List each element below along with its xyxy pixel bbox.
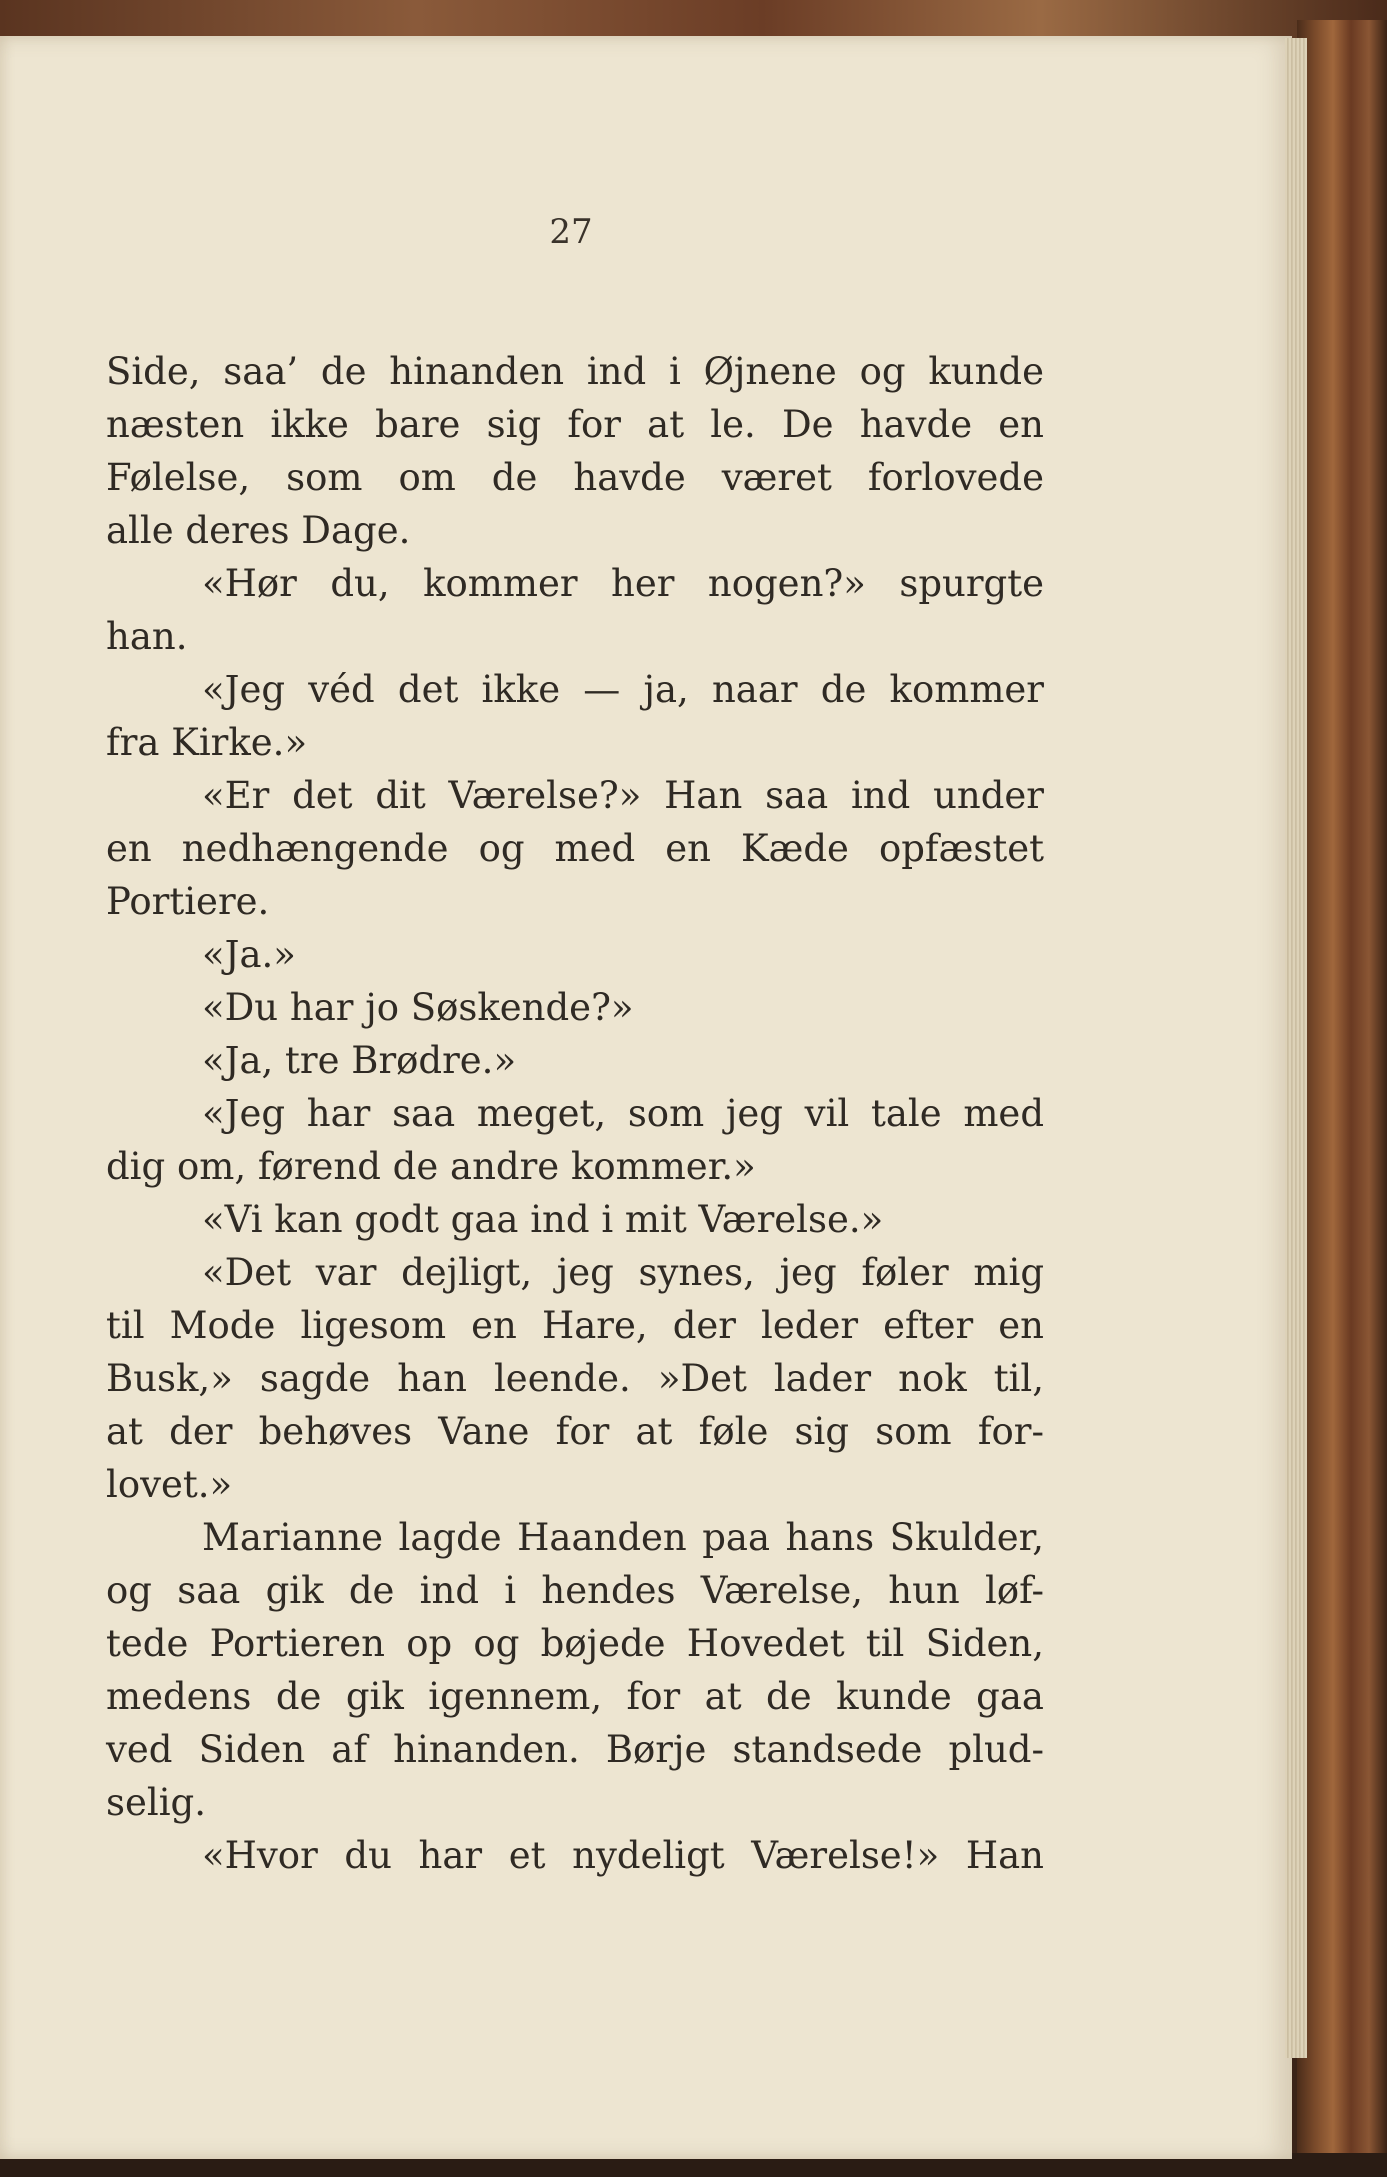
page-edges — [1285, 38, 1307, 2058]
text-line: Portiere. — [106, 880, 270, 923]
text-line: Side, saa’ de hinanden ind i Øjnene og kunde — [106, 350, 1044, 393]
text-line: ved Siden af hinanden. Børje standsede plud- — [106, 1728, 1044, 1771]
text-line: næsten ikke bare sig for at le. De havde en — [106, 403, 1044, 446]
text-line: lovet.» — [106, 1463, 233, 1506]
page-number: 27 — [549, 212, 593, 252]
text-line: «Er det dit Værelse?» Han saa ind under — [202, 774, 1044, 817]
text-line: tede Portieren op og bøjede Hovedet til Siden, — [106, 1622, 1044, 1665]
text-line: dig om, førend de andre kommer.» — [106, 1145, 756, 1188]
text-line: at der behøves Vane for at føle sig som for- — [106, 1410, 1044, 1453]
text-line: selig. — [106, 1781, 206, 1824]
text-line: «Vi kan godt gaa ind i mit Værelse.» — [202, 1198, 884, 1241]
text-line: alle deres Dage. — [106, 509, 411, 552]
text-line: «Hør du, kommer her nogen?» spurgte — [202, 562, 1044, 605]
text-line: Busk,» sagde han leende. »Det lader nok til, — [106, 1357, 1044, 1400]
text-line: fra Kirke.» — [106, 721, 308, 764]
text-line: «Du har jo Søskende?» — [202, 986, 634, 1029]
book-page — [0, 36, 1292, 2159]
text-line: «Ja.» — [202, 933, 296, 976]
text-line: han. — [106, 615, 188, 658]
book-binding — [1297, 20, 1387, 2177]
text-line: en nedhængende og med en Kæde opfæstet — [106, 827, 1044, 870]
text-line: Marianne lagde Haanden paa hans Skulder, — [202, 1516, 1044, 1559]
text-line: «Jeg har saa meget, som jeg vil tale med — [202, 1092, 1044, 1135]
text-line: Følelse, som om de havde været forlovede — [106, 456, 1044, 499]
text-line: «Ja, tre Brødre.» — [202, 1039, 517, 1082]
text-line: «Det var dejligt, jeg synes, jeg føler mig — [202, 1251, 1044, 1294]
text-line: til Mode ligesom en Hare, der leder efter en — [106, 1304, 1044, 1347]
text-line: «Hvor du har et nydeligt Værelse!» Han — [202, 1834, 1044, 1877]
text-line: og saa gik de ind i hendes Værelse, hun løf- — [106, 1569, 1044, 1612]
body-text — [106, 345, 1044, 1882]
text-line: «Jeg véd det ikke — ja, naar de kommer — [202, 668, 1044, 711]
text-line: medens de gik igennem, for at de kunde gaa — [106, 1675, 1044, 1718]
